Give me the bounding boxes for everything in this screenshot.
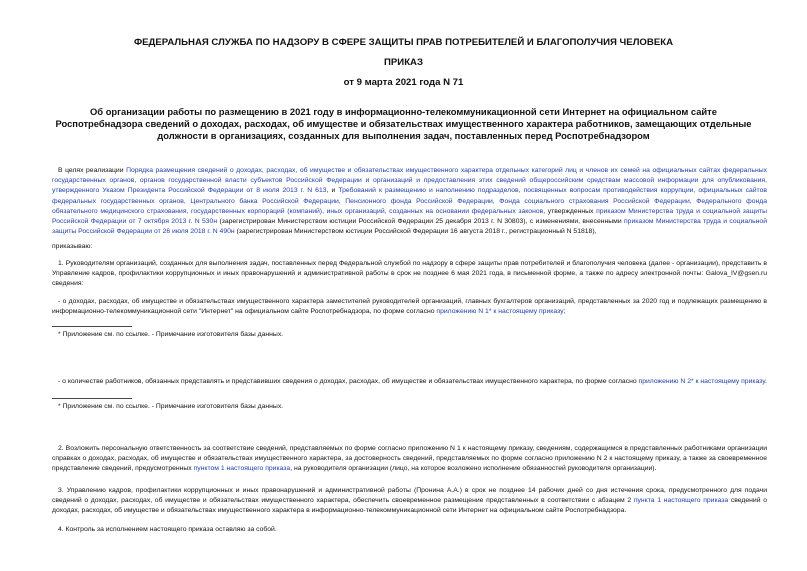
link-order-530n[interactable]: приказом Министерства труда и социальной защиты Российской Федерации от 7 октября 2013 г. N 530н bbox=[52, 207, 767, 226]
link-order-490n[interactable]: приказом Министерства труда и социальной защиты Российской Федерации от 26 июля 2018 г. N 490н bbox=[52, 218, 767, 236]
document-title: Об организации работы по размещению в 2021 году в информационно-телекоммуникационной сети Интернет на официальном сайте Роспотребнадзора сведений о доходах, расходах, об имуществе и обязательствах имущественного характера работников, замещающих отдельные должности в организациях, созданных для выполнения задач, поставленных перед Роспотребнадзором bbox=[55, 106, 752, 141]
preamble-text: В целях реализации bbox=[58, 167, 127, 174]
footnote-1: * Приложение см. по ссылке. - Примечание изготовителя базы данных. bbox=[58, 331, 284, 338]
link-item-1-paragraph-2[interactable]: пункта 1 настоящего приказа bbox=[633, 497, 729, 505]
preamble-text: (зарегистрирован Министерством юстиции Российской Федерации 25 декабря 2013 г. N 30803), с изменениями, внесенными bbox=[217, 218, 624, 226]
bullet-text: - о доходах, расходах, об имуществе и обязательствах имущественного характера заместителей руководителей организаций, главных бухгалтеров организаций, представленных за 2020 год и подлежащих размещению в информационно-телекоммуникационной сети "Интернет" на официальном сайте Роспотребнадзора, по форме согласно bbox=[52, 298, 767, 316]
link-item-1[interactable]: пунктом 1 настоящего приказа bbox=[193, 465, 291, 473]
footnote-2: * Приложение см. по ссылке. - Примечание изготовителя базы данных. bbox=[58, 403, 284, 410]
item-text: , на руководителя организации (лицо, на которое возложено исполнение обязанностей руководителя организации). bbox=[290, 465, 657, 473]
link-requirements[interactable]: Требований к размещению и наполнению подразделов, посвященных вопросам противодействия коррупции, официальных сайтов федеральных государственных органов, Центрального банка Российской Федерации, Пенсионного фонда Российской Федерации, Фонда социального страхования Российской Федерации, Федерального фонда обязательного медицинского страхования, государственных корпораций (компаний), иных организаций, созданных на основании федеральных законов bbox=[52, 187, 767, 215]
item-text: сведений о доходах, расходах, об имуществе и обязательствах имущественного характера в информационно-телекоммуникационной сети Интернет на официальном сайте Роспотребнадзора. bbox=[52, 497, 767, 515]
agency-name: ФЕДЕРАЛЬНАЯ СЛУЖБА ПО НАДЗОРУ В СФЕРЕ ЗАЩИТЫ ПРАВ ПОТРЕБИТЕЛЕЙ И БЛАГОПОЛУЧИЯ ЧЕЛОВЕКА bbox=[133, 37, 674, 48]
bullet-income bbox=[52, 297, 767, 317]
link-disclosure-procedure[interactable]: Порядка размещения сведений о доходах, расходах, об имуществе и обязательствах имущественного характера отдельных категорий лиц и членов их семей на официальных сайтах федеральных государственных органов, органов государственной власти субъектов Российской Федерации и организаций и предоставления этих сведений общероссийским средствам массовой информации для опубликования, утвержденного Указом Президента Российской Федерации от 8 июля 2013 г. N 613 bbox=[52, 167, 767, 195]
preamble-paragraph bbox=[52, 166, 767, 237]
item-3 bbox=[52, 486, 767, 517]
item-text: 3. Управлению кадров, профилактики коррупционных и иных правонарушений и административной работы (Пронина А.А.) в срок не позднее 14 рабочих дней со дня истечения срока, предусмотренного для подачи сведений о доходах, расходах, об имуществе и обязательствах имущественного характера, обеспечить своевременное размещение представленных в соответствии с абзацем 2 bbox=[52, 487, 767, 505]
item-1: 1. Руководителям организаций, созданных для выполнения задач, поставленных перед Федеральной службой по надзору в сфере защиты прав потребителей и благополучия человека (далее - организации), представить в Управление кадров, профилактики коррупционных и иных правонарушений и административной работы в срок не позднее 6 мая 2021 года, в письменной форме, а также по адресу электронной почты: Galova_IV@gsen.ru сведения: bbox=[52, 260, 767, 288]
bullet-text: - о количестве работников, обязанных представлять и представивших сведения о доходах, расходах, об имуществе и обязательствах имущественного характера, по форме согласно bbox=[58, 378, 639, 385]
link-appendix-1[interactable]: приложению N 1* к настоящему приказу bbox=[436, 308, 564, 316]
item-4: 4. Контроль за исполнением настоящего приказа оставляю за собой. bbox=[58, 526, 277, 533]
document-type: ПРИКАЗ bbox=[384, 57, 423, 68]
item-text: 2. Возложить персональную ответственность за соответствие сведений, представляемых по форме согласно приложению N 1 к настоящему приказу, сведениям, содержащимся в представленных работниками организации справках о доходах, расходах, об имуществе и обязательствах имущественного характера, за достоверность сведений, представляемых по форме согласно приложению N 2 к настоящему приказу, а также за своевременное представление сведений, предусмотренных bbox=[52, 445, 767, 473]
bullet-end: . bbox=[764, 378, 767, 385]
preamble-text: , и bbox=[326, 187, 339, 195]
preamble-text: (зарегистрирован Министерством юстиции Российской Федерации 16 августа 2018 г., регистрационный N 51818), bbox=[234, 228, 597, 236]
link-appendix-2[interactable]: приложению N 2* к настоящему приказу bbox=[638, 378, 765, 385]
order-word: приказываю: bbox=[52, 243, 93, 250]
preamble-text: , утвержденных bbox=[543, 207, 597, 215]
item-2 bbox=[52, 444, 767, 475]
footnote-divider bbox=[52, 398, 132, 399]
bullet-end: ; bbox=[563, 308, 566, 316]
footnote-divider bbox=[52, 326, 132, 327]
document-date: от 9 марта 2021 года N 71 bbox=[343, 77, 464, 88]
bullet-count bbox=[52, 377, 767, 387]
